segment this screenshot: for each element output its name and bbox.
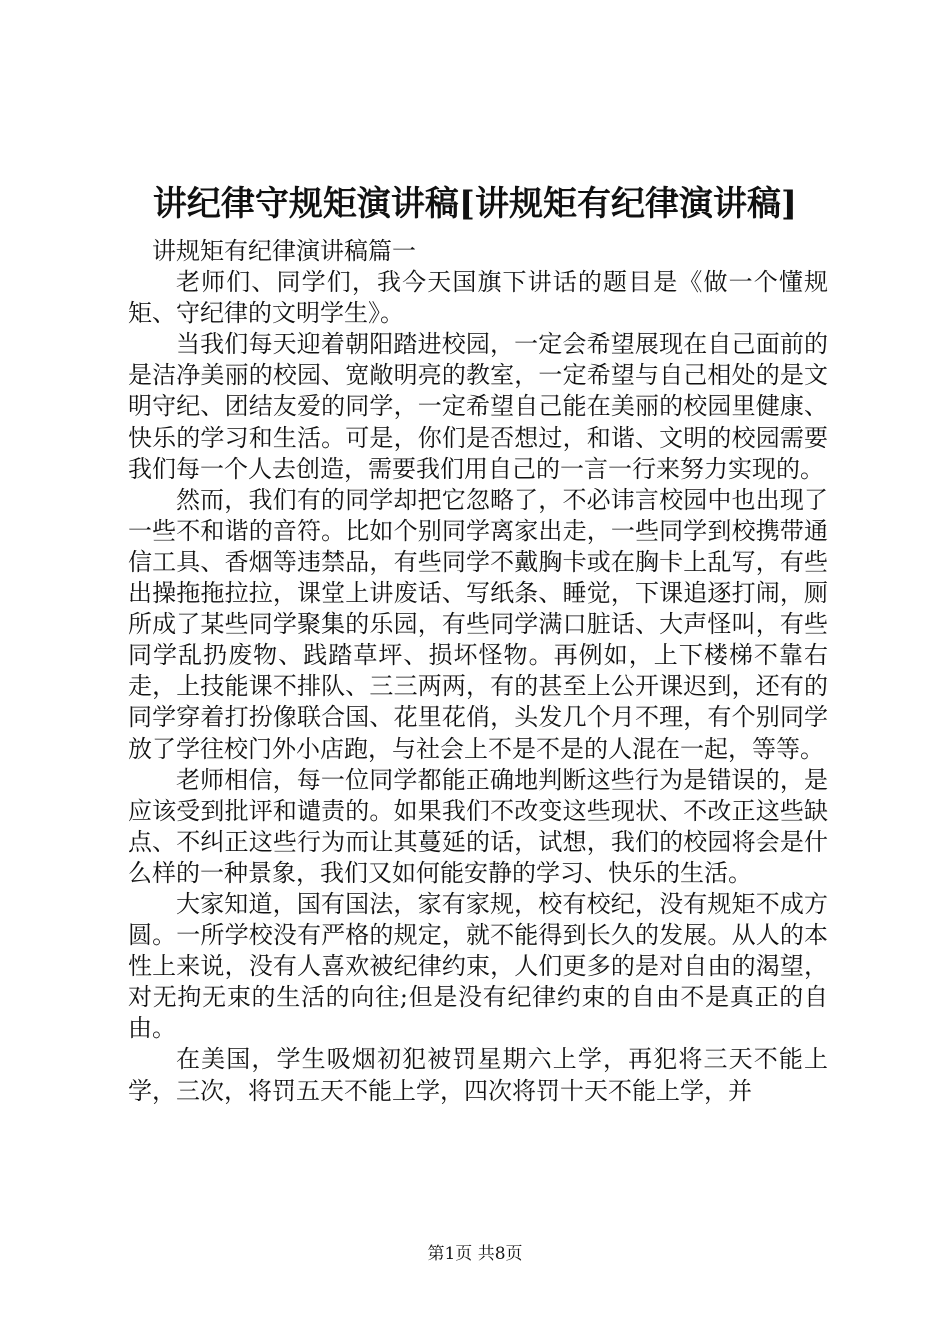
paragraph-5: 大家知道，国有国法，家有家规，校有校纪，没有规矩不成方圆。一所学校没有严格的规定，就不能得到长久的发展。从人的本性上来说，没有人喜欢被纪律约束，人们更多的是对自由的渴望，对无拘无束的生活的向往;但是没有纪律约束的自由不是真正的自由。: [128, 889, 828, 1043]
paragraph-2: 当我们每天迎着朝阳踏进校园，一定会希望展现在自己面前的是洁净美丽的校园、宽敞明亮的教室，一定希望与自己相处的是文明守纪、团结友爱的同学，一定希望自己能在美丽的校园里健康、快乐的学习和生活。可是，你们是否想过，和谐、文明的校园需要我们每一个人去创造，需要我们用自己的一言一行来努力实现的。: [128, 330, 828, 483]
page-footer: 第1页 共8页: [427, 1244, 523, 1264]
paragraph-6: 在美国，学生吸烟初犯被罚星期六上学，再犯将三天不能上学，三次，将罚五天不能上学，四次将罚十天不能上学，并: [128, 1045, 828, 1105]
paragraph-3: 然而，我们有的同学却把它忽略了，不必讳言校园中也出现了一些不和谐的音符。比如个别同学离家出走，一些同学到校携带通信工具、香烟等违禁品，有些同学不戴胸卡或在胸卡上乱写，有些出操拖拖拉拉，课堂上讲废话、写纸条、睡觉，下课追逐打闹，厕所成了某些同学聚集的乐园，有些同学满口脏话、大声怪叫，有些同学乱扔废物、践踏草坪、损坏怪物。再例如，上下楼梯不靠右走，上技能课不排队、三三两两，有的甚至上公开课迟到，还有的同学穿着打扮像联合国、花里花俏，头发几个月不理，有个别同学放了学往校门外小店跑，与社会上不是不是的人混在一起，等等。: [128, 485, 828, 763]
paragraph-1: 老师们、同学们，我今天国旗下讲话的题目是《做一个懂规矩、守纪律的文明学生》。: [128, 268, 828, 328]
paragraph-4: 老师相信，每一位同学都能正确地判断这些行为是错误的，是应该受到批评和谴责的。如果我们不改变这些现状、不改正这些缺点、不纠正这些行为而让其蔓延的话，试想，我们的校园将会是什么样的一种景象，我们又如何能安静的学习、快乐的生活。: [128, 765, 828, 887]
document-title: 讲纪律守规矩演讲稿[讲规矩有纪律演讲稿]: [152, 184, 798, 224]
section-heading: 讲规矩有纪律演讲稿篇一: [152, 237, 416, 265]
document-body: [128, 236, 828, 1107]
